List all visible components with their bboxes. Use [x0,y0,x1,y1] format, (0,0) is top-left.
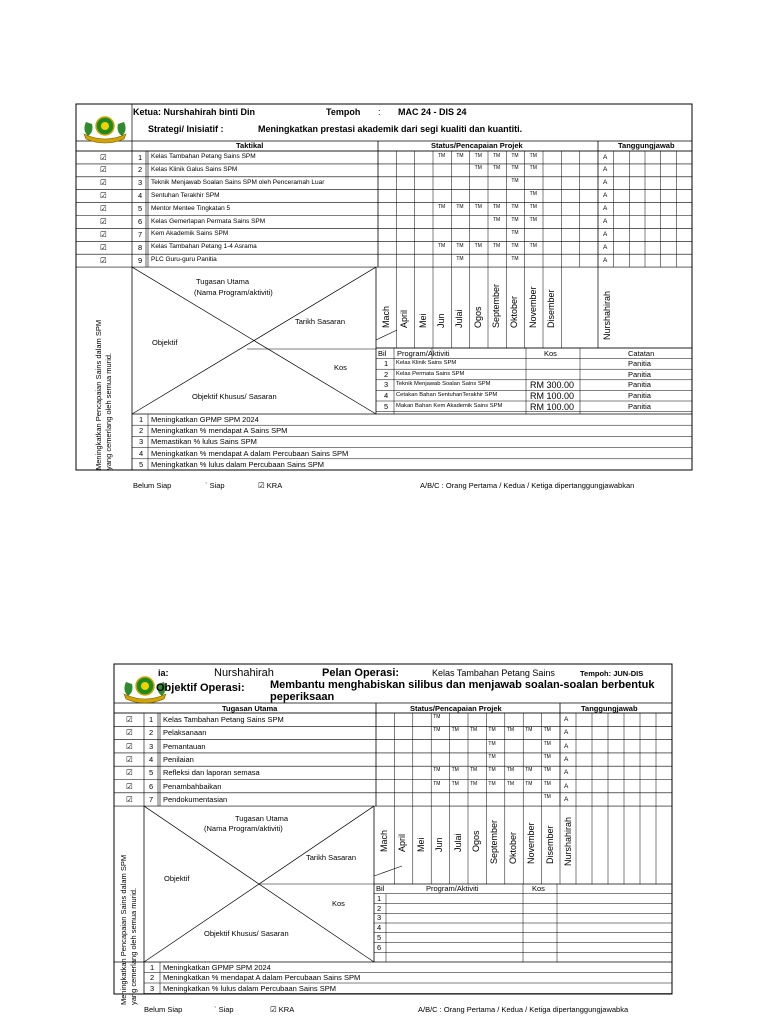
prog-catatan-header: Catatan [628,349,655,358]
row-bil: 4 [138,191,143,201]
objective-bil: 4 [139,448,144,458]
tempoh-value: MAC 24 - DIS 24 [398,107,467,117]
tm-mark: TM [433,714,441,720]
tm-mark: TM [433,767,441,774]
diagram-kos-2: Kos [332,899,345,908]
row-tugasan: Penilaian [163,754,194,764]
prog-kos: RM 300.00 [530,380,575,391]
tm-mark: TM [493,242,501,249]
objective-text: Memastikan % lulus Sains SPM [151,437,257,447]
objective-text: Meningkatkan % lulus dalam Percubaan Sains SPM [163,983,337,993]
legend-belum-siap: Belum Siap [133,481,172,490]
pelan-value: Kelas Tambahan Petang Sains [432,668,555,678]
diagram-objektif: Objektif [152,338,178,347]
col-tugasan-2: Tugasan Utama [222,704,278,713]
diagram-tugasan-2: Tugasan Utama [235,814,289,823]
tempoh-2: Tempoh: JUN-DIS [580,669,644,678]
tm-mark: TM [529,217,537,223]
row-checkbox: ☑ [126,741,133,751]
diagram-kos: Kos [334,363,347,372]
row-tugasan: Pendokumentasian [163,794,228,804]
objective-text: Meningkatkan % mendapat A Sains SPM [151,426,288,436]
tm-mark: TM [529,152,537,159]
prog-bil-header-2: Bil [376,884,385,893]
tm-mark: TM [474,242,482,249]
prog-name: Makan Bahan Kem Akademik Sains SPM [396,402,503,409]
tm-mark: TM [529,204,537,211]
row-checkbox: ☑ [100,178,107,188]
diagram-tugasan-sub-2: (Nama Program/aktiviti) [204,824,283,833]
prog-catatan: Panitia [628,390,651,400]
row-responsible: A [603,243,608,251]
row-responsible: A [564,716,569,723]
strategi-value: Meningkatkan prestasi akademik dari segi kualiti dan kuantiti. [258,124,523,134]
month-label: Oktober [507,831,518,864]
prog-bil-header: Bil [378,349,387,358]
tm-mark: TM [511,255,519,262]
objective-bil: 2 [139,426,144,436]
prog-catatan: Panitia [628,359,651,369]
tm-mark: TM [511,217,519,223]
row-checkbox: ☑ [126,781,133,791]
tm-mark: TM [506,727,515,734]
month-label: April [399,309,410,328]
tm-mark: TM [529,165,537,172]
vertical-goal: Meningkatkan Pencapaian Sains dalam SPM [94,319,103,470]
row-responsible: A [564,769,569,777]
person-label-2: Nurshahirah [563,816,573,866]
objektif-operasi-value-2: peperiksaan [270,691,335,703]
prog-name-header: Program/Aktiviti [397,349,450,358]
prog-bil: 1 [384,359,389,369]
tm-mark: TM [433,780,441,787]
row-responsible: A [603,166,608,174]
row-bil: 8 [138,242,143,252]
row-responsible: A [564,742,569,750]
diagram-objektif-2: Objektif [164,874,190,883]
row-bil: 5 [149,768,154,778]
row-bil: 6 [138,217,143,226]
tm-mark: TM [438,152,446,159]
month-label: Jun [434,837,445,852]
row-responsible: A [603,205,608,213]
row-bil: 5 [138,204,143,214]
tm-mark: TM [493,152,501,159]
tm-mark: TM [529,242,537,249]
month-label: Mach [381,305,391,328]
tm-mark: TM [456,204,464,211]
row-responsible: A [603,192,608,200]
objective-text: Meningkatkan % mendapat A dalam Percubaan Sains SPM [151,448,349,458]
legend-abc: A/B/C : Orang Pertama / Kedua / Ketiga dipertanggungjawabkan [420,481,635,490]
row-responsible: A [564,755,569,763]
objective-bil: 1 [139,415,144,424]
tm-mark: TM [438,242,446,249]
legend-siap: ` Siap [205,481,225,490]
tm-mark: TM [493,217,501,223]
row-responsible: A [603,179,608,187]
prog-kos-header: Kos [544,349,557,358]
col-tanggungjawab: Tanggungjawab [618,141,675,150]
diagram-objektif-khusus: Objektif Khusus/ Sasaran [192,392,277,401]
tm-mark: TM [488,780,496,787]
tm-mark: TM [525,727,533,734]
prog-bil: 4 [377,923,382,932]
objective-bil: 1 [150,962,155,972]
prog-bil: 5 [384,401,389,411]
tm-mark: TM [451,767,459,774]
row-responsible: A [564,729,569,737]
row-checkbox: ☑ [100,152,107,162]
tm-mark: TM [506,767,515,774]
tm-mark: TM [451,727,459,734]
tm-mark: TM [525,767,533,774]
strategi-label: Strategi/ Inisiatif : [148,124,224,134]
row-bil: 6 [149,781,154,791]
tm-mark: TM [511,242,519,249]
month-label: Mei [417,313,428,328]
objective-bil: 2 [150,973,155,982]
objective-bil: 5 [139,459,144,469]
row-checkbox: ☑ [100,204,107,214]
month-label: Ogos [471,830,481,852]
row-checkbox: ☑ [100,242,107,252]
prog-name: Cetakan Bahan SentuhanTerakhir SPM [396,391,498,398]
objective-text: Meningkatkan % mendapat A dalam Percubaan Sains SPM [163,973,361,982]
col-taktikal: Taktikal [236,141,264,150]
row-responsible: A [564,782,569,790]
tm-mark: TM [511,204,519,211]
tm-mark: TM [488,727,496,734]
legend-abc-2: A/B/C : Orang Pertama / Kedua / Ketiga dipertanggungjawabka [418,1005,629,1014]
prog-bil: 5 [377,932,382,942]
row-checkbox: ☑ [100,165,107,175]
row-tugasan: Penambahbaikan [163,781,222,791]
row-bil: 9 [138,255,143,265]
month-label: April [397,833,408,852]
objective-text: Meningkatkan % lulus dalam Percubaan Sains SPM [151,459,325,469]
tm-mark: TM [493,204,501,211]
month-label: September [489,819,500,864]
row-bil: 3 [138,178,143,188]
tm-mark: TM [433,727,441,734]
prog-kos: RM 100.00 [530,401,575,412]
row-tugasan: Pemantauan [163,741,206,751]
tm-mark: TM [543,767,551,774]
tm-mark: TM [456,242,464,249]
tm-mark: TM [470,767,478,774]
tm-mark: TM [543,753,551,760]
tm-mark: TM [488,740,496,747]
row-taktikal: Kem Akademik Sains SPM [151,230,229,238]
tm-mark: TM [529,191,537,198]
row-bil: 1 [149,715,154,724]
tm-mark: TM [474,165,482,172]
tm-mark: TM [543,740,551,747]
diagram-tugasan-sub: (Nama Program/aktiviti) [194,288,273,297]
row-bil: 4 [149,754,154,764]
row-responsible: A [603,256,608,264]
tm-mark: TM [493,165,501,172]
row-taktikal: Mentor Mentee Tingkatan 5 [151,204,231,212]
tm-mark: TM [451,780,459,787]
diagram-tick [374,866,402,876]
month-label: November [526,822,537,864]
row-taktikal: Kelas Tambahan Petang Sains SPM [151,153,256,160]
month-label: Disember [546,289,556,328]
row-responsible: A [603,153,608,161]
legend-kra-2: ☑ KRA [270,1005,295,1014]
tm-mark: TM [511,165,519,172]
person-label: Nurshahirah [602,290,612,340]
legend-siap-2: ` Siap [214,1005,234,1014]
objective-text: Meningkatkan GPMP SPM 2024 [163,962,271,972]
legend-belum-siap-2: Belum Siap [144,1005,183,1014]
prog-kos-header-2: Kos [532,884,545,893]
month-label: Ogos [472,306,483,328]
month-label: Julai [452,833,463,852]
row-taktikal: Kelas Klinik Galus Sains SPM [151,165,238,173]
tm-mark: TM [511,178,519,185]
row-taktikal: Kelas Gemerlapan Permata Sains SPM [151,217,266,225]
diagram-tarikh-2: Tarikh Sasaran [306,853,357,862]
row-taktikal: Sentuhan Terakhir SPM [151,191,220,199]
vertical-goal-2: yang cemerlang oleh semua murid. [104,352,113,470]
tm-mark: TM [474,152,482,159]
diagram-tarikh: Tarikh Sasaran [295,317,346,326]
row-checkbox: ☑ [100,217,107,226]
tm-mark: TM [488,753,496,760]
month-label: Mach [379,829,389,852]
prog-bil: 2 [377,903,382,913]
prog-bil: 3 [384,380,389,390]
tm-mark: TM [543,780,551,787]
ketua-label-2: ia: [158,668,169,678]
tm-mark: TM [525,780,533,787]
row-checkbox: ☑ [126,794,133,804]
row-tugasan: Pelaksanaan [163,728,207,738]
tm-mark: TM [511,229,519,236]
tm-mark: TM [474,204,482,211]
prog-catatan: Panitia [628,401,651,411]
row-taktikal: PLC Guru-guru Panitia [151,256,217,264]
prog-bil: 6 [377,942,382,952]
prog-bil: 2 [384,369,389,379]
row-tugasan: Refleksi dan laporan semasa [163,768,260,778]
tm-mark: TM [488,767,496,774]
vertical-goal-2b: yang cemerlang oleh semua murid. [129,887,138,1005]
ketua-label: Ketua: Nurshahirah binti Din [133,107,256,117]
month-label: Julai [454,309,465,328]
tempoh-label: Tempoh [326,107,361,117]
month-label: Oktober [509,295,520,328]
vertical-goal-2a: Meningkatkan Pencapaian Sains dalam SPM [119,854,128,1005]
tm-mark: TM [470,727,478,734]
tm-mark: TM [456,152,464,159]
month-label: November [527,286,538,328]
row-taktikal: Teknik Menjawab Soalan Sains SPM oleh Penceramah Luar [151,178,325,186]
legend-kra: ☑ KRA [258,481,283,490]
row-checkbox: ☑ [100,229,107,239]
objective-bil: 3 [150,983,155,993]
row-checkbox: ☑ [126,728,133,738]
tm-mark: TM [456,255,464,262]
tm-mark: TM [543,727,551,734]
row-bil: 2 [149,728,154,738]
month-label: September [491,283,501,328]
ketua-name-2: Nurshahirah [214,667,274,679]
row-bil: 7 [138,229,143,239]
form-2-frame [114,664,672,994]
row-responsible: A [603,218,608,225]
col-status-2: Status/Pencapaian Projek [410,704,502,713]
row-checkbox: ☑ [100,255,107,265]
month-label: Jun [436,313,446,328]
row-bil: 1 [138,152,143,162]
tm-mark: TM [506,780,515,787]
prog-name: Kelas Permata Sains SPM [396,370,465,377]
row-checkbox: ☑ [126,754,133,764]
row-checkbox: ☑ [100,191,107,201]
row-taktikal: Kelas Tambahan Petang 1-4 Asrama [151,243,257,251]
row-responsible: A [564,795,569,803]
pelan-label: Pelan Operasi: [322,667,400,679]
objective-bil: 3 [139,437,144,447]
diagram-tugasan: Tugasan Utama [196,277,250,286]
tm-mark: TM [511,152,519,159]
prog-bil: 3 [377,913,382,923]
tm-mark: TM [543,793,551,800]
row-bil: 2 [138,165,143,175]
tm-mark: TM [470,780,478,787]
prog-name-header-2: Program/Aktiviti [426,884,479,893]
row-checkbox: ☑ [126,768,133,778]
row-bil: 7 [149,794,154,804]
col-tanggungjawab-2: Tanggungjawab [581,704,638,713]
prog-name: Teknik Menjawab Soalan Sains SPM [396,381,491,388]
objektif-operasi-label: Objektif Operasi: [156,682,245,694]
month-label: Disember [544,825,555,864]
col-status: Status/Pencapaian Projek [431,141,523,150]
prog-name: Kelas Klinik Sains SPM [396,360,457,367]
row-checkbox: ☑ [126,715,133,724]
row-tugasan: Kelas Tambahan Petang Sains SPM [163,715,284,724]
objektif-operasi-value: Membantu menghabiskan silibus dan menjawab soalan-soalan berbentuk [270,679,655,691]
tempoh-sep: : [378,107,381,117]
diagram-objektif-khusus-2: Objektif Khusus/ Sasaran [204,929,289,938]
prog-catatan: Panitia [628,380,651,390]
prog-kos: RM 100.00 [530,390,575,401]
tm-mark: TM [438,204,446,211]
prog-catatan: Panitia [628,369,651,379]
row-bil: 3 [149,741,154,751]
objective-text: Meningkatkan GPMP SPM 2024 [151,415,259,424]
month-label: Mei [415,837,426,852]
row-responsible: A [603,230,608,238]
prog-bil: 4 [384,390,389,400]
prog-bil: 1 [377,893,382,903]
